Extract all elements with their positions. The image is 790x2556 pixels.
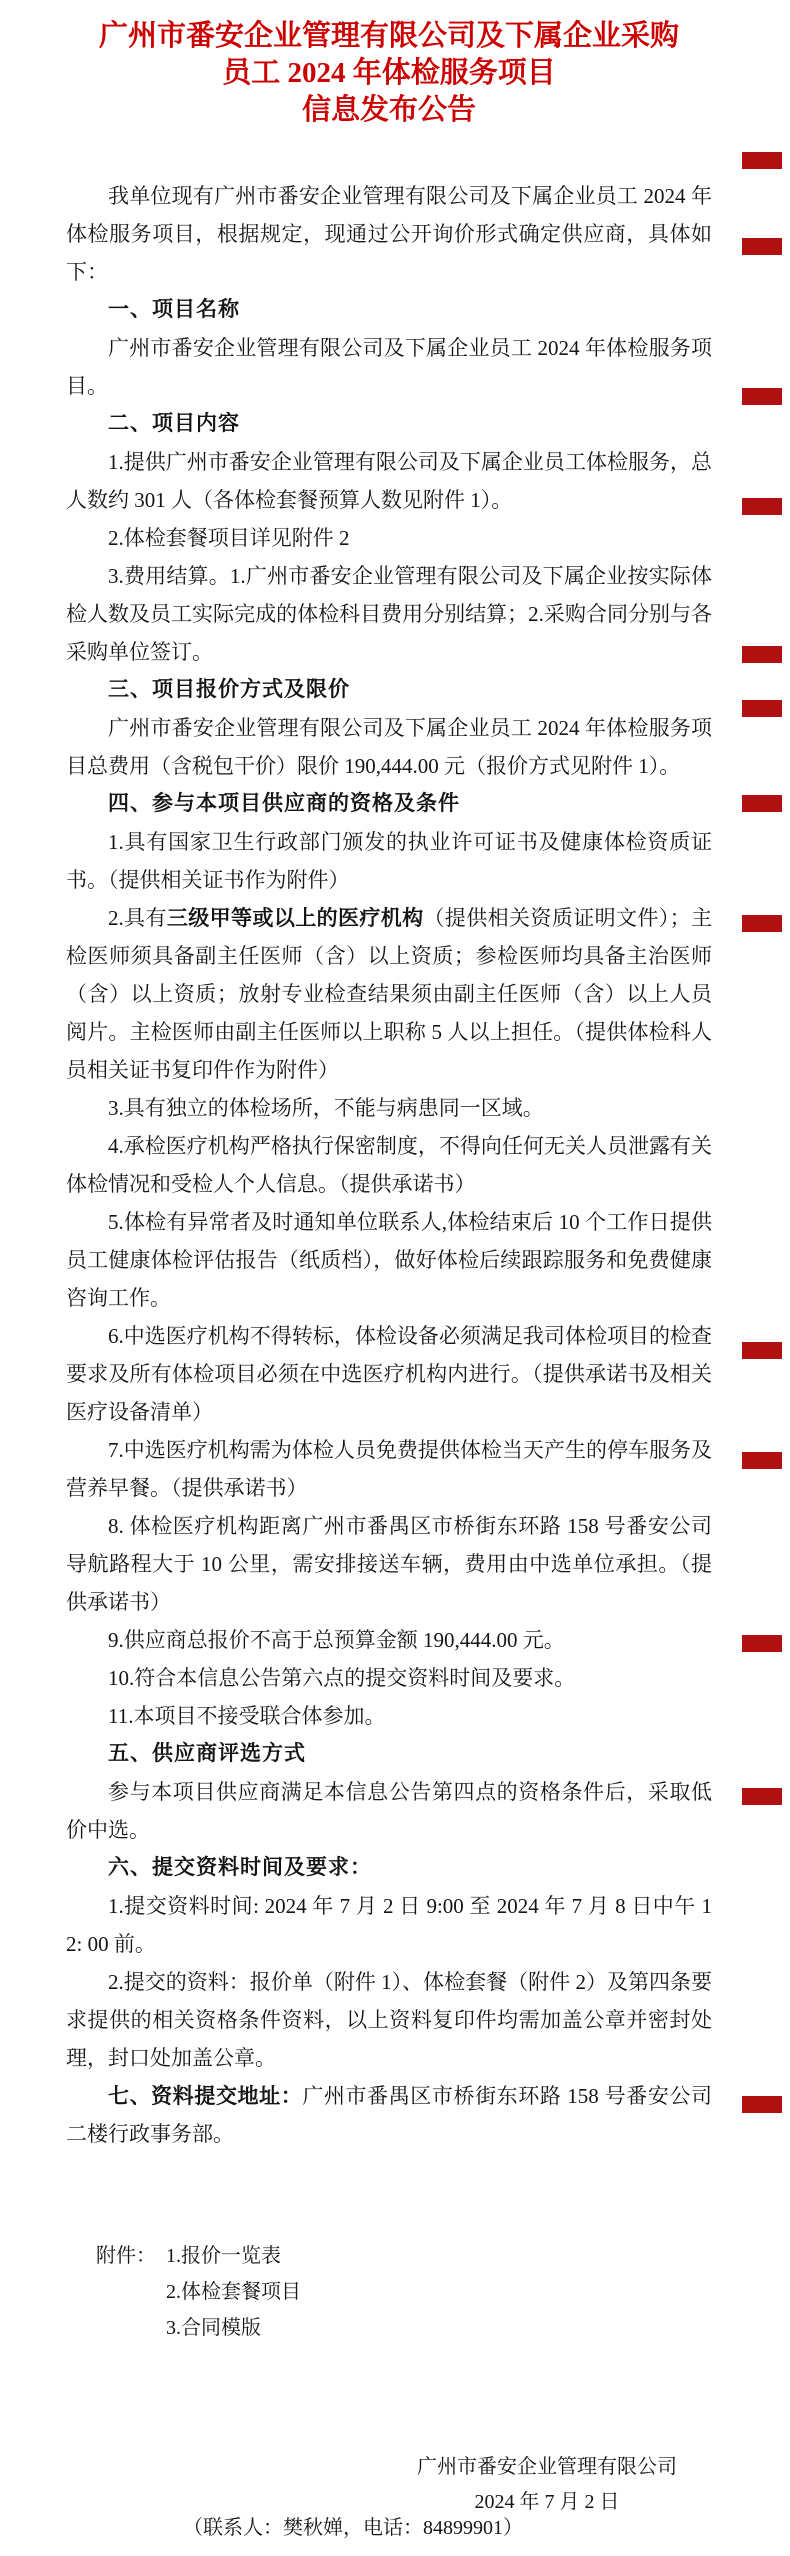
- paragraph: [66, 1431, 712, 1507]
- text-run: 广州市番禺区市桥街东环路 158 号番安公司二楼行政事务部。: [66, 2084, 713, 2146]
- revision-mark: [742, 795, 782, 812]
- text-run: 我单位现有广州市番安企业管理有限公司及下属企业员工 2024 年体检服务项目，根据规定，现通过公开询价形式确定供应商，具体如下：: [66, 184, 712, 284]
- text-run: 3.具有独立的体检场所，不能与病患同一区域。: [108, 1096, 544, 1120]
- revision-mark: [742, 1788, 782, 1805]
- doc-title-line: 广州市番安企业管理有限公司及下属企业采购: [98, 20, 679, 52]
- paragraph: [66, 2077, 712, 2153]
- text-run: 2.提交的资料：报价单（附件 1）、体检套餐（附件 2）及第四条要求提供的相关资格条件资料，以上资料复印件均需加盖公章并密封处理，封口处加盖公章。: [66, 1970, 712, 2070]
- paragraph: [66, 1507, 712, 1621]
- paragraph: [66, 1963, 712, 2077]
- paragraph: [66, 329, 712, 405]
- text-run: （提供相关资质证明文件）；主检医师须具备副主任医师（含）以上资质；参检医师均具备主治医师（含）以上资质；放射专业检查结果须由副主任医师（含）以上人员阅片。主检医师由副主任医师以上职称 5 人以上担任。（提供体检科人员相关证书复印件作为附件）: [66, 906, 713, 1082]
- revision-mark: [742, 238, 782, 255]
- revision-mark: [742, 388, 782, 405]
- revision-mark: [742, 1342, 782, 1359]
- doc-title-line: 员工 2024 年体检服务项目: [222, 57, 556, 89]
- section-heading: [66, 785, 712, 823]
- text-run: 6.中选医疗机构不得转标，体检设备必须满足我司体检项目的检查要求及所有体检项目必须在中选医疗机构内进行。（提供承诺书及相关医疗设备清单）: [66, 1324, 712, 1424]
- text-run: 3.费用结算。1.广州市番安企业管理有限公司及下属企业按实际体检人数及员工实际完成的体检科目费用分别结算；2.采购合同分别与各采购单位签订。: [66, 564, 712, 664]
- attachment-item: 1.报价一览表: [166, 2245, 281, 2267]
- bold-text-run: 七、资料提交地址：: [108, 2084, 303, 2108]
- paragraph: [66, 899, 712, 1089]
- paragraph: [66, 709, 712, 785]
- revision-mark: [742, 498, 782, 515]
- paragraph: [66, 557, 712, 671]
- text-run: 一、项目名称: [108, 298, 240, 321]
- text-run: 2.具有: [108, 906, 167, 930]
- text-run: 参与本项目供应商满足本信息公告第四点的资格条件后，采取低价中选。: [66, 1780, 712, 1842]
- text-run: 11.本项目不接受联合体参加。: [108, 1704, 386, 1728]
- text-run: 二、项目内容: [108, 412, 240, 435]
- revision-mark: [742, 646, 782, 663]
- signature-date: 2024 年 7 月 2 日: [474, 2491, 620, 2513]
- text-run: 广州市番安企业管理有限公司及下属企业员工 2024 年体检服务项目。: [66, 336, 712, 398]
- paragraph: [66, 177, 712, 291]
- text-run: 4.承检医疗机构严格执行保密制度，不得向任何无关人员泄露有关体检情况和受检人个人信息。（提供承诺书）: [66, 1134, 712, 1196]
- paragraph: [66, 1317, 712, 1431]
- section-heading: [66, 291, 712, 329]
- section-heading: [66, 1735, 712, 1773]
- section-heading: [66, 671, 712, 709]
- signature-block: [408, 2450, 686, 2520]
- bold-text-run: 三级甲等或以上的医疗机构: [166, 906, 424, 930]
- doc-title: [66, 18, 712, 129]
- paragraph: [66, 823, 712, 899]
- text-run: 10.符合本信息公告第六点的提交资料时间及要求。: [108, 1666, 576, 1690]
- section-heading: [66, 1849, 712, 1887]
- paragraph: [66, 1621, 712, 1659]
- paragraph: [66, 1659, 712, 1697]
- paragraph: [66, 1127, 712, 1203]
- attachments: [96, 2238, 301, 2346]
- text-run: 7.中选医疗机构需为体检人员免费提供体检当天产生的停车服务及营养早餐。（提供承诺书）: [66, 1438, 712, 1500]
- attachment-item: 2.体检套餐项目: [166, 2281, 301, 2303]
- text-run: 1.提供广州市番安企业管理有限公司及下属企业员工体检服务，总人数约 301 人（各体检套餐预算人数见附件 1）。: [66, 450, 712, 512]
- paragraph: [66, 1697, 712, 1735]
- text-run: 1.具有国家卫生行政部门颁发的执业许可证书及健康体检资质证书。（提供相关证书作为附件）: [66, 830, 712, 892]
- paragraph: [66, 443, 712, 519]
- contact-line: （联系人：樊秋婵，电话：84899901）: [183, 2517, 523, 2539]
- paragraph: [66, 1089, 712, 1127]
- revision-mark: [742, 152, 782, 169]
- text-run: 8. 体检医疗机构距离广州市番禺区市桥街东环路 158 号番安公司导航路程大于 10 公里，需安排接送车辆，费用由中选单位承担。（提供承诺书）: [66, 1514, 712, 1614]
- signature-company: 广州市番安企业管理有限公司: [417, 2456, 677, 2478]
- revision-mark: [742, 700, 782, 717]
- text-run: 1.提交资料时间: 2024 年 7 月 2 日 9:00 至 2024 年 7 月 8 日中午 12: 00 前。: [66, 1894, 712, 1956]
- text-run: 广州市番安企业管理有限公司及下属企业员工 2024 年体检服务项目总费用（含税包干价）限价 190,444.00 元（报价方式见附件 1）。: [66, 716, 712, 778]
- attachments-label: 附件：: [96, 2245, 156, 2267]
- text-run: 五、供应商评选方式: [108, 1742, 306, 1765]
- text-run: 2.体检套餐项目详见附件 2: [108, 526, 350, 550]
- revision-mark: [742, 915, 782, 932]
- paragraph: [66, 1887, 712, 1963]
- text-run: 六、提交资料时间及要求：: [108, 1856, 372, 1879]
- paragraph: [66, 519, 712, 557]
- paragraph: [66, 1773, 712, 1849]
- revision-mark: [742, 1452, 782, 1469]
- revision-mark: [742, 2096, 782, 2113]
- attachment-items: [166, 2238, 301, 2346]
- text-run: 9.供应商总报价不高于总预算金额 190,444.00 元。: [108, 1628, 565, 1652]
- doc-body: [66, 177, 712, 2153]
- doc-title-line: 信息发布公告: [301, 94, 476, 126]
- revision-mark: [742, 1635, 782, 1652]
- text-run: 三、项目报价方式及限价: [108, 678, 350, 701]
- attachment-item: 3.合同模版: [166, 2317, 261, 2339]
- text-run: 5.体检有异常者及时通知单位联系人,体检结束后 10 个工作日提供员工健康体检评估报告（纸质档），做好体检后续跟踪服务和免费健康咨询工作。: [66, 1210, 712, 1310]
- text-run: 四、参与本项目供应商的资格及条件: [108, 792, 460, 815]
- section-heading: [66, 405, 712, 443]
- paragraph: [66, 1203, 712, 1317]
